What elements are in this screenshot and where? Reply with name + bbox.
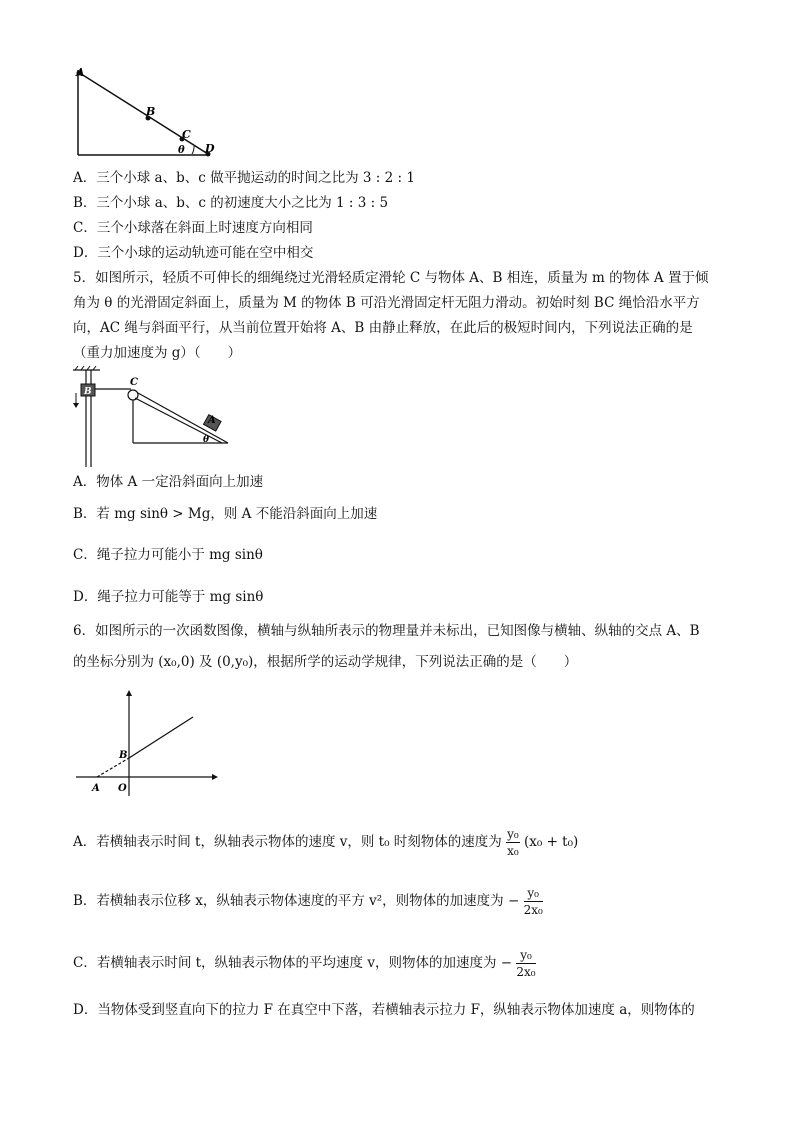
q6-option-c xyxy=(73,946,536,980)
q5-stem-line1: 5．如图所示，轻质不可伸长的细绳绕过光滑轻质定滑轮 C 与物体 A、B 相连，质量为 m 的物体 A 置于倾 xyxy=(73,270,709,286)
q5-option-b: B．若 mg sinθ > Mg，则 A 不能沿斜面向上加速 xyxy=(73,506,378,522)
q6-graph xyxy=(72,688,220,800)
q5-stem-line2: 角为 θ 的光滑固定斜面上，质量为 M 的物体 B 可沿光滑固定杆无阻力滑动。初始时刻 BC 绳恰沿水平方 xyxy=(73,295,700,311)
q6-option-a xyxy=(73,825,578,859)
q4-option-d: D．三个小球的运动轨迹可能在空中相交 xyxy=(73,245,314,261)
q5-label-a: A xyxy=(208,415,216,426)
q6-label-o: O xyxy=(118,783,127,794)
q5-label-theta: θ xyxy=(203,435,210,445)
q6-option-b-fraction xyxy=(524,887,543,916)
q4-option-a: A．三个小球 a、b、c 做平抛运动的时间之比为 3 : 2 : 1 xyxy=(73,170,415,186)
q4-label-d: D xyxy=(205,142,215,155)
q5-label-b: B xyxy=(84,387,92,397)
q6-option-a-numerator: y₀ xyxy=(507,827,519,841)
q6-stem-line1: 6．如图所示的一次函数图像，横轴与纵轴所表示的物理量并未标出，已知图像与横轴、纵轴的交点 A、B xyxy=(73,623,700,639)
q6-option-a-text: A．若横轴表示时间 t，纵轴表示物体的速度 v，则 t₀ 时刻物体的速度为 xyxy=(73,834,502,850)
q5-stem-line3: 向，AC 绳与斜面平行，从当前位置开始将 A、B 由静止释放，在此后的极短时间内，下列说法正确的是 xyxy=(73,320,693,336)
q5-stem-line4: （重力加速度为 g）（ ） xyxy=(73,345,242,361)
q5-label-c: C xyxy=(130,377,138,388)
q6-option-b xyxy=(73,884,543,918)
q6-option-a-denominator: x₀ xyxy=(507,844,519,858)
q5-option-c: C．绳子拉力可能小于 mg sinθ xyxy=(73,547,263,563)
q6-option-b-denominator: 2x₀ xyxy=(523,903,543,917)
q4-label-c: C xyxy=(182,128,191,141)
q6-label-b: B xyxy=(119,750,128,761)
q6-option-c-text: C．若横轴表示时间 t，纵轴表示物体的平均速度 v，则物体的加速度为 − xyxy=(73,955,513,971)
q6-option-b-numerator: y₀ xyxy=(524,887,543,902)
q6-option-a-fraction xyxy=(506,828,520,857)
q6-option-c-denominator: 2x₀ xyxy=(516,965,536,979)
q6-option-c-numerator: y₀ xyxy=(516,949,535,964)
q4-option-b: B．三个小球 a、b、c 的初速度大小之比为 1 : 3 : 5 xyxy=(73,195,389,211)
q6-stem-line2: 的坐标分别为 (x₀,0) 及 (0,y₀)，根据所学的运动学规律，下列说法正确的是（ ） xyxy=(73,654,578,670)
q4-option-c: C．三个小球落在斜面上时速度方向相同 xyxy=(73,220,313,236)
q4-label-b: B xyxy=(146,105,156,118)
q5-option-a: A．物体 A 一定沿斜面向上加速 xyxy=(73,474,264,490)
q6-option-c-fraction xyxy=(516,949,535,978)
q4-figure xyxy=(70,62,220,162)
q5-pulley-diagram xyxy=(70,365,235,470)
q6-option-a-suffix: (x₀ + t₀) xyxy=(524,834,579,850)
q6-option-d: D．当物体受到竖直向下的拉力 F 在真空中下落，若横轴表示拉力 F，纵轴表示物体加速度 a，则物体的 xyxy=(73,1002,695,1018)
q4-label-a: A xyxy=(76,66,85,79)
q5-option-d: D．绳子拉力可能等于 mg sinθ xyxy=(73,589,264,605)
q6-label-a: A xyxy=(92,783,100,794)
q4-label-theta: θ xyxy=(178,145,185,156)
q4-incline-diagram xyxy=(70,62,220,162)
q6-figure xyxy=(72,688,220,800)
q6-option-b-text: B．若横轴表示位移 x，纵轴表示物体速度的平方 v²，则物体的加速度为 − xyxy=(73,893,520,909)
q5-figure xyxy=(70,365,235,470)
